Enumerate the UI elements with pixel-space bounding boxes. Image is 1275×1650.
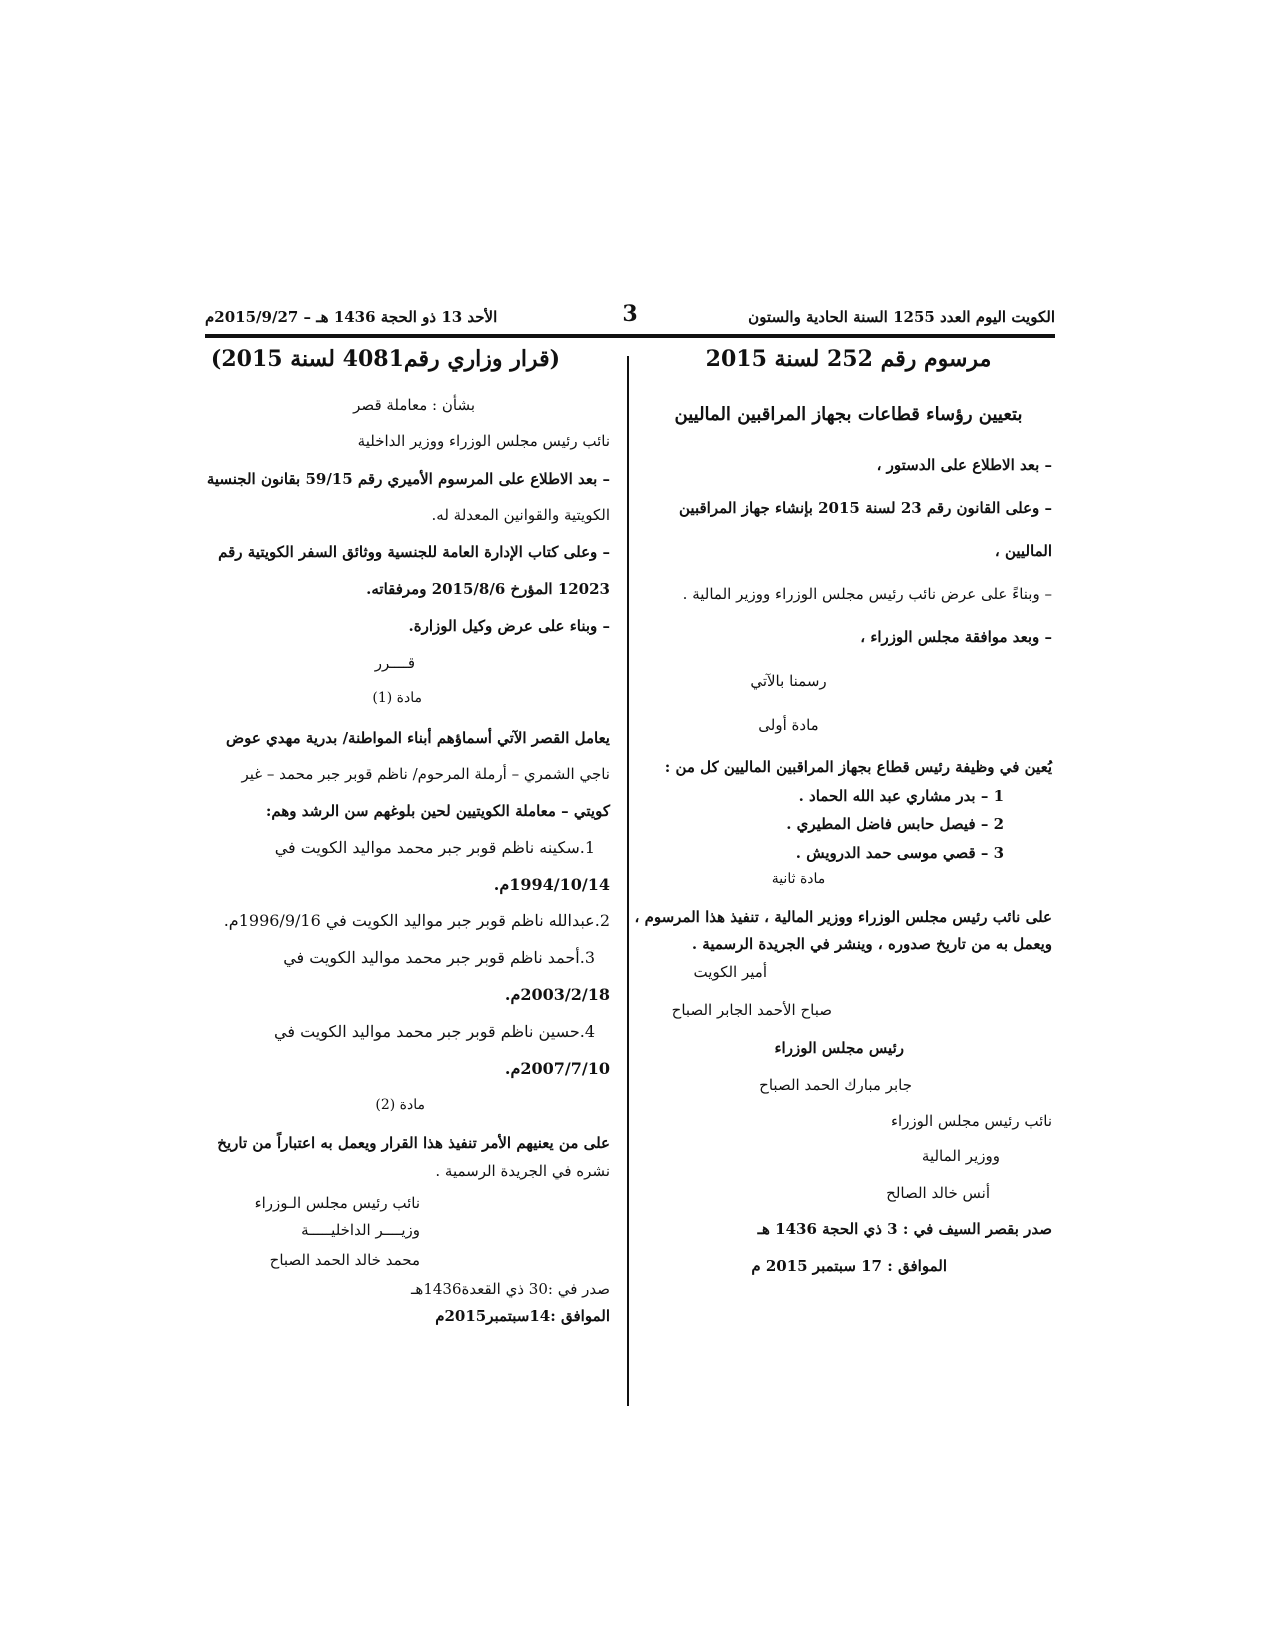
signatory-title: رئيس مجلس الوزراء [774,1039,904,1057]
decree-heading: رسمنا بالآتي [750,672,827,690]
decree-line: – وعلى القانون رقم 23 لسنة 2015 بإنشاء جهاز المراقبين [679,499,1052,517]
gazette-issue-info: الكويت اليوم العدد 1255 السنة الحادية والستون [748,308,1055,326]
minor-item: 3.أحمد ناظم قوبر جبر محمد مواليد الكويت في [283,948,595,967]
decree-line: على نائب رئيس مجلس الوزراء ووزير المالية ، تنفيذ هذا المرسوم ، [634,908,1052,926]
resolution-issuer: نائب رئيس مجلس الوزراء ووزير الداخلية [357,432,610,450]
page-header [205,301,1055,336]
signatory-title: ووزير المالية [921,1147,1000,1165]
decree-title: مرسوم رقم 252 لسنة 2015 [705,346,992,372]
article-heading: مادة (1) [372,690,422,706]
issue-date-line: الموافق :14سبتمبر2015م [435,1307,610,1325]
appointee-item: 1 – بدر مشاري عبد الله الحماد . [798,787,1004,805]
header-rule [205,334,1055,338]
decree-subtitle: بتعيين رؤساء قطاعات بجهاز المراقبين الماليين [674,404,1023,425]
signatory-title: وزيــــر الداخليـــــة [301,1221,420,1239]
article-heading: مادة أولى [758,716,819,734]
resolution-line: – وبناء على عرض وكيل الوزارة. [408,617,610,635]
signatory-title: نائب رئيس مجلس الوزراء [890,1112,1052,1130]
resolution-heading: قــــرر [374,654,415,672]
resolution-line: كويتي – معاملة الكويتيين لحين بلوغهم سن الرشد وهم: [265,802,610,820]
minor-item: 1.سكينه ناظم قوبر جبر محمد مواليد الكويت في [274,838,595,857]
issue-date-line: صدر في :30 ذي القعدة1436هـ [411,1280,610,1298]
resolution-subject: بشأن : معاملة قصر [353,396,475,414]
minor-item: 2.عبدالله ناظم قوبر جبر مواليد الكويت في 1996/9/16م. [223,911,610,930]
minor-item: 2003/2/18م. [504,985,610,1004]
decree-line: الماليين ، [994,542,1052,560]
signatory-title: نائب رئيس مجلس الـوزراء [254,1194,420,1212]
signatory-title: أمير الكويت [693,963,767,981]
resolution-line: الكويتية والقوانين المعدلة له. [431,506,610,524]
appointee-item: 3 – قصي موسى حمد الدرويش . [795,844,1004,862]
issue-date: الأحد 13 ذو الحجة 1436 هـ – 2015/9/27م [205,308,498,326]
minor-item: 2007/7/10م. [504,1059,610,1078]
resolution-line: يعامل القصر الآتي أسماؤهم أبناء المواطنة/ بدرية مهدي عوض [226,729,610,747]
decree-line: – وبناءً على عرض نائب رئيس مجلس الوزراء ووزير المالية . [682,585,1052,603]
resolution-title: (قرار وزاري رقم4081 لسنة 2015) [210,346,560,372]
resolution-line: 12023 المؤرخ 2015/8/6 ومرفقاته. [366,580,610,598]
resolution-line: – وعلى كتاب الإدارة العامة للجنسية ووثائق السفر الكويتية رقم [218,543,610,561]
signatory-name: أنس خالد الصالح [886,1184,990,1202]
resolution-line: ناجي الشمري – أرملة المرحوم/ ناظم قوبر جبر محمد – غير [241,765,610,783]
minor-item: 1994/10/14م. [493,875,610,894]
resolution-line: نشره في الجريدة الرسمية . [435,1162,610,1180]
appointee-item: 2 – فيصل حابس فاضل المطيري . [786,815,1004,833]
resolution-line: – بعد الاطلاع على المرسوم الأميري رقم 59/15 بقانون الجنسية [206,470,610,488]
signatory-name: محمد خالد الحمد الصباح [269,1251,420,1269]
issue-date-line: الموافق : 17 سبتمبر 2015 م [751,1257,947,1275]
signatory-name: جابر مبارك الحمد الصباح [759,1076,912,1094]
minor-item: 4.حسين ناظم قوبر جبر محمد مواليد الكويت في [274,1022,595,1041]
resolution-line: على من يعنيهم الأمر تنفيذ هذا القرار ويعمل به اعتباراً من تاريخ [217,1134,610,1152]
article-heading: مادة (2) [375,1097,425,1113]
decree-line: يُعين في وظيفة رئيس قطاع بجهاز المراقبين الماليين كل من : [664,758,1052,776]
signatory-name: صباح الأحمد الجابر الصباح [671,1001,832,1019]
article-heading: مادة ثانية [771,871,826,887]
decree-line: ويعمل به من تاريخ صدوره ، وينشر في الجريدة الرسمية . [691,935,1052,953]
page-number: 3 [622,301,638,327]
issue-date-line: صدر بقصر السيف في : 3 ذي الحجة 1436 هـ [757,1220,1052,1238]
decree-line: – وبعد موافقة مجلس الوزراء ، [860,628,1052,646]
decree-line: – بعد الاطلاع على الدستور ، [876,456,1052,474]
